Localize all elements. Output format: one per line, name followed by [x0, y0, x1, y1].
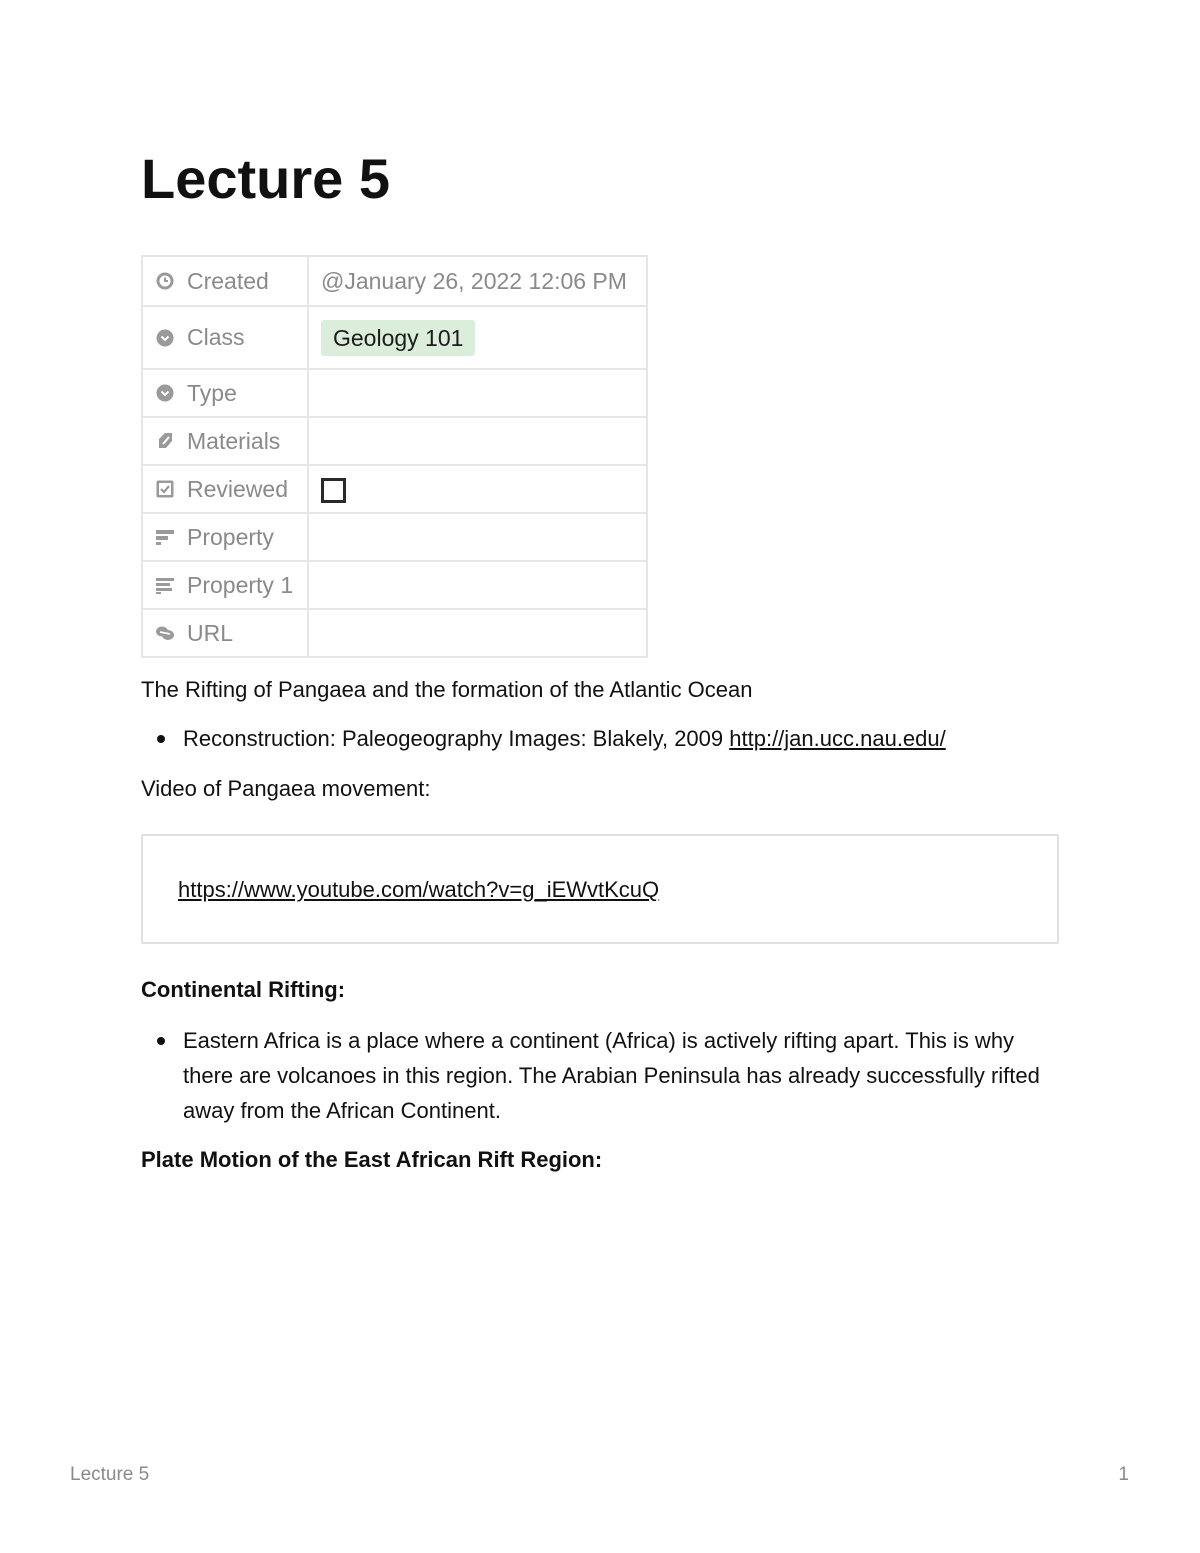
- property-label-class: Class: [187, 324, 245, 350]
- class-tag[interactable]: Geology 101: [321, 320, 475, 356]
- rifting-list: [141, 1023, 1041, 1128]
- clock-icon: [155, 271, 175, 291]
- property-row-materials: [142, 417, 647, 465]
- property-label-materials: Materials: [187, 427, 281, 454]
- text-icon: [155, 575, 175, 595]
- property-row-created: [142, 256, 647, 306]
- video-link[interactable]: https://www.youtube.com/watch?v=g_iEWvtKcuQ: [178, 877, 660, 902]
- file-icon: [155, 431, 175, 451]
- checkbox-icon: [155, 479, 175, 499]
- property-row-property-1: [142, 561, 647, 609]
- property-value-property[interactable]: [308, 513, 647, 561]
- reconstruction-link[interactable]: http://jan.ucc.nau.edu/: [729, 726, 946, 751]
- list-item: [141, 721, 1041, 756]
- reconstruction-text: Reconstruction: Paleogeography Images: Blakely, 2009: [183, 726, 730, 751]
- reconstruction-list: [141, 721, 1041, 756]
- property-value-created[interactable]: @January 26, 2022 12:06 PM: [308, 256, 647, 306]
- property-row-type: [142, 369, 647, 417]
- rifting-heading: Continental Rifting:: [141, 977, 346, 1002]
- property-row-class: [142, 306, 647, 369]
- property-value-property-1[interactable]: [308, 561, 647, 609]
- text-icon: [155, 527, 175, 547]
- intro-paragraph: The Rifting of Pangaea and the formation of the Atlantic Ocean: [141, 677, 753, 702]
- reviewed-checkbox[interactable]: [321, 478, 346, 503]
- video-label: Video of Pangaea movement:: [141, 776, 431, 801]
- property-value-url[interactable]: [308, 609, 647, 657]
- property-label-created: Created: [187, 267, 269, 294]
- plate-heading: Plate Motion of the East African Rift Region:: [141, 1147, 603, 1172]
- page-title: Lecture 5: [141, 147, 390, 210]
- page-number: 1: [1118, 1464, 1129, 1485]
- video-embed[interactable]: [141, 834, 1059, 944]
- property-label-property-1: Property 1: [187, 571, 294, 598]
- property-value-type[interactable]: [308, 369, 647, 417]
- property-label-type: Type: [187, 379, 237, 406]
- property-value-class[interactable]: [308, 306, 647, 369]
- property-row-property: [142, 513, 647, 561]
- list-item: Eastern Africa is a place where a continent (Africa) is actively rifting apart. This is why there are volcanoes in this region. The Arabian Peninsula has already successfully rifted away from the African Continent.: [141, 1023, 1041, 1128]
- property-label-url: URL: [187, 619, 234, 646]
- properties-table: [141, 255, 648, 658]
- footer-title: Lecture 5: [70, 1464, 150, 1485]
- property-value-materials[interactable]: [308, 417, 647, 465]
- property-label-property: Property: [187, 523, 274, 550]
- select-icon: [155, 383, 175, 403]
- property-row-url: [142, 609, 647, 657]
- property-label-reviewed: Reviewed: [187, 475, 288, 502]
- select-icon: [155, 328, 175, 348]
- property-row-reviewed: [142, 465, 647, 513]
- link-icon: [155, 623, 175, 643]
